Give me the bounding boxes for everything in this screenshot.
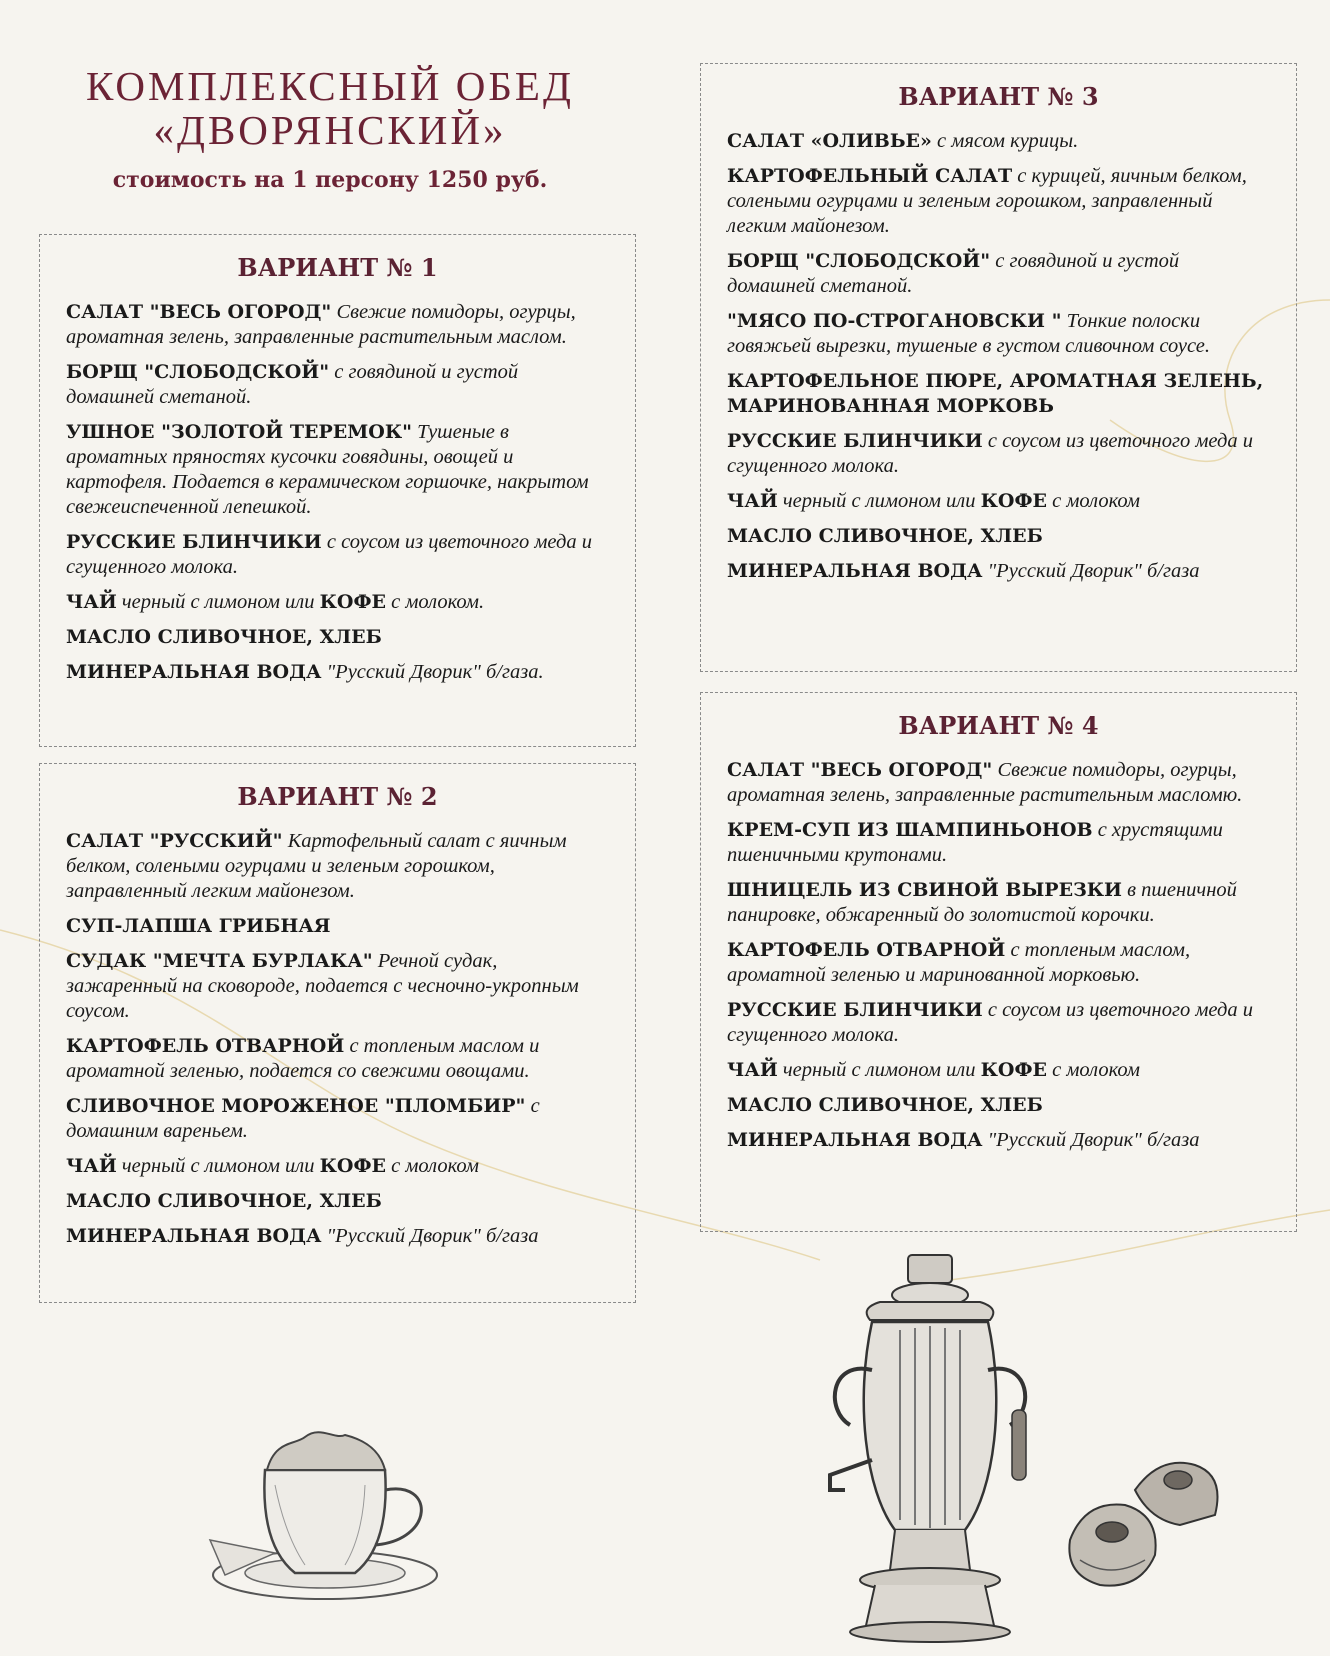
- menu-item: [66, 949, 609, 1024]
- menu-item-description: с говядиной и густой домашней сметаной.: [66, 361, 519, 408]
- menu-item: [727, 309, 1270, 359]
- menu-item-description: черный с лимоном или: [116, 1155, 320, 1177]
- menu-item-name: МАСЛО СЛИВОЧНОЕ, ХЛЕБ: [727, 1094, 1043, 1116]
- menu-item-name: СУП-ЛАПША ГРИБНАЯ: [66, 915, 331, 937]
- menu-item-description: с соусом из цветочного меда и сгущенного молока.: [727, 430, 1254, 477]
- menu-item-name: БОРЩ "СЛОБОДСКОЙ": [66, 361, 330, 383]
- menu-item-name: СЛИВОЧНОЕ МОРОЖЕНОЕ "ПЛОМБИР": [66, 1095, 526, 1117]
- menu-item-name: МИНЕРАЛЬНАЯ ВОДА: [727, 560, 983, 582]
- menu-item: [66, 1189, 609, 1214]
- menu-item: [727, 249, 1270, 299]
- menu-item: [727, 1058, 1270, 1083]
- menu-item-description: с молоком: [1046, 490, 1140, 512]
- menu-item-description: с говядиной и густой домашней сметаной.: [727, 250, 1180, 297]
- menu-item-name: РУССКИЕ БЛИНЧИКИ: [66, 531, 322, 553]
- menu-item: [66, 914, 609, 939]
- menu-item-description: с молоком: [1046, 1059, 1140, 1081]
- menu-item-description: с молоком: [385, 1155, 479, 1177]
- menu-item: [66, 530, 609, 580]
- menu-item-description: в пшеничной панировке, обжаренный до золотистой корочки.: [727, 879, 1237, 926]
- menu-item-name: КАРТОФЕЛЬ ОТВАРНОЙ: [727, 939, 1006, 961]
- menu-item: [727, 818, 1270, 868]
- menu-item: [66, 420, 609, 520]
- menu-item-description: "Русский Дворик" б/газа: [982, 560, 1200, 582]
- menu-item-name: САЛАТ "ВЕСЬ ОГОРОД": [66, 301, 332, 323]
- menu-item-name: КОФЕ: [980, 490, 1047, 512]
- menu-item-description: Тушеные в ароматных пряностях кусочки говядины, овощей и картофеля. Подается в керамическом горшочке, накрытом свежеиспеченной лепешкой.: [66, 421, 589, 518]
- menu-item: [66, 1224, 609, 1249]
- menu-item: [66, 829, 609, 904]
- menu-item-description: с топленым маслом и ароматной зеленью, подается со свежими овощами.: [66, 1035, 540, 1082]
- samovar-illustration: [800, 1250, 1060, 1650]
- menu-item-name: КРЕМ-СУП ИЗ ШАМПИНЬОНОВ: [727, 819, 1093, 841]
- menu-item-description: с мясом курицы.: [931, 130, 1079, 152]
- variant-4-card: [700, 692, 1297, 1232]
- menu-item-description: "Русский Дворик" б/газа.: [321, 661, 544, 683]
- menu-item-name: БОРЩ "СЛОБОДСКОЙ": [727, 250, 991, 272]
- menu-item-description: черный с лимоном или: [116, 591, 320, 613]
- menu-item-name: МАСЛО СЛИВОЧНОЕ, ХЛЕБ: [727, 525, 1043, 547]
- menu-item: [727, 429, 1270, 479]
- menu-item-name: САЛАТ «ОЛИВЬЕ»: [727, 130, 932, 152]
- menu-item-description: Свежие помидоры, огурцы, ароматная зелень, заправленные растительным маслом.: [66, 301, 576, 348]
- menu-item: [66, 300, 609, 350]
- menu-item-name: КАРТОФЕЛЬ ОТВАРНОЙ: [66, 1035, 345, 1057]
- menu-item-description: с хрустящими пшеничными крутонами.: [727, 819, 1223, 866]
- menu-item: [66, 625, 609, 650]
- variant-title: ВАРИАНТ № 3: [898, 82, 1099, 111]
- menu-item-name: ЧАЙ: [727, 490, 778, 512]
- menu-item-description: Картофельный салат с яичным белком, солеными огурцами и зеленым горошком, заправленный легким майонезом.: [66, 830, 567, 902]
- menu-item: [727, 164, 1270, 239]
- pastries-illustration: [1060, 1450, 1230, 1600]
- menu-item-description: "Русский Дворик" б/газа: [982, 1129, 1200, 1151]
- variant-title: ВАРИАНТ № 1: [237, 253, 438, 282]
- menu-item-description: с топленым маслом, ароматной зеленью и маринованной морковью.: [727, 939, 1191, 986]
- menu-item-name: КОФЕ: [980, 1059, 1047, 1081]
- menu-item: [727, 489, 1270, 514]
- menu-item-name: КАРТОФЕЛЬНЫЙ САЛАТ: [727, 165, 1013, 187]
- menu-item: [727, 559, 1270, 584]
- menu-item-description: черный с лимоном или: [777, 490, 981, 512]
- menu-item: [727, 758, 1270, 808]
- menu-item-name: СУДАК "МЕЧТА БУРЛАКА": [66, 950, 373, 972]
- menu-item-name: КОФЕ: [319, 591, 386, 613]
- menu-item-name: ЧАЙ: [66, 1155, 117, 1177]
- menu-item: [66, 660, 609, 685]
- page-title-line2: «ДВОРЯНСКИЙ»: [153, 107, 507, 153]
- menu-item-description: с домашним вареньем.: [66, 1095, 540, 1142]
- menu-item-name: УШНОЕ "ЗОЛОТОЙ ТЕРЕМОК": [66, 421, 413, 443]
- variant-3-card: [700, 63, 1297, 672]
- menu-item: [66, 1034, 609, 1084]
- menu-item: [727, 938, 1270, 988]
- menu-item-name: САЛАТ "ВЕСЬ ОГОРОД": [727, 759, 993, 781]
- menu-item-description: Речной судак, зажаренный на сковороде, подается с чесночно-укропным соусом.: [66, 950, 579, 1022]
- menu-item-description: "Русский Дворик" б/газа: [321, 1225, 539, 1247]
- menu-item: [727, 129, 1270, 154]
- menu-item-name: "МЯСО ПО-СТРОГАНОВСКИ ": [727, 310, 1062, 332]
- menu-item-name: МИНЕРАЛЬНАЯ ВОДА: [66, 1225, 322, 1247]
- menu-item-description: с соусом из цветочного меда и сгущенного молока.: [727, 999, 1254, 1046]
- menu-item: [727, 998, 1270, 1048]
- menu-item: [727, 1128, 1270, 1153]
- menu-item-description: с молоком.: [385, 591, 485, 613]
- menu-item: [727, 524, 1270, 549]
- menu-item-name: МИНЕРАЛЬНАЯ ВОДА: [727, 1129, 983, 1151]
- page-title-line1: КОМПЛЕКСНЫЙ ОБЕД: [86, 63, 574, 109]
- menu-item: [66, 1094, 609, 1144]
- variant-title: ВАРИАНТ № 4: [898, 711, 1099, 740]
- coffee-cup-illustration: [195, 1425, 445, 1610]
- variant-title: ВАРИАНТ № 2: [237, 782, 438, 811]
- menu-item: [727, 878, 1270, 928]
- menu-item-name: МИНЕРАЛЬНАЯ ВОДА: [66, 661, 322, 683]
- menu-item-description: черный с лимоном или: [777, 1059, 981, 1081]
- variant-2-card: [39, 763, 636, 1303]
- menu-item-name: ЧАЙ: [66, 591, 117, 613]
- menu-item: [66, 1154, 609, 1179]
- menu-item-name: ШНИЦЕЛЬ ИЗ СВИНОЙ ВЫРЕЗКИ: [727, 879, 1123, 901]
- menu-item-description: с соусом из цветочного меда и сгущенного молока.: [66, 531, 593, 578]
- menu-item-name: САЛАТ "РУССКИЙ": [66, 830, 283, 852]
- menu-item-name: ЧАЙ: [727, 1059, 778, 1081]
- menu-item-name: МАСЛО СЛИВОЧНОЕ, ХЛЕБ: [66, 626, 382, 648]
- menu-item: [727, 369, 1270, 419]
- menu-item: [727, 1093, 1270, 1118]
- menu-item-description: Тонкие полоски говяжьей вырезки, тушеные в густом сливочном соусе.: [727, 310, 1211, 357]
- menu-item-description: Свежие помидоры, огурцы, ароматная зелень, заправленные растительным масломю.: [727, 759, 1243, 806]
- menu-item: [66, 360, 609, 410]
- menu-item-name: МАСЛО СЛИВОЧНОЕ, ХЛЕБ: [66, 1190, 382, 1212]
- menu-item: [66, 590, 609, 615]
- menu-item-name: КОФЕ: [319, 1155, 386, 1177]
- menu-item-name: РУССКИЕ БЛИНЧИКИ: [727, 430, 983, 452]
- price-subtitle: стоимость на 1 персону 1250 руб.: [112, 167, 548, 193]
- menu-item-description: с курицей, яичным белком, солеными огурцами и зеленым горошком, заправленный легким майонезом.: [727, 165, 1247, 237]
- menu-item-name: КАРТОФЕЛЬНОЕ ПЮРЕ, АРОМАТНАЯ ЗЕЛЕНЬ, МАРИНОВАННАЯ МОРКОВЬ: [727, 370, 1264, 417]
- menu-item-name: РУССКИЕ БЛИНЧИКИ: [727, 999, 983, 1021]
- variant-1-card: [39, 234, 636, 747]
